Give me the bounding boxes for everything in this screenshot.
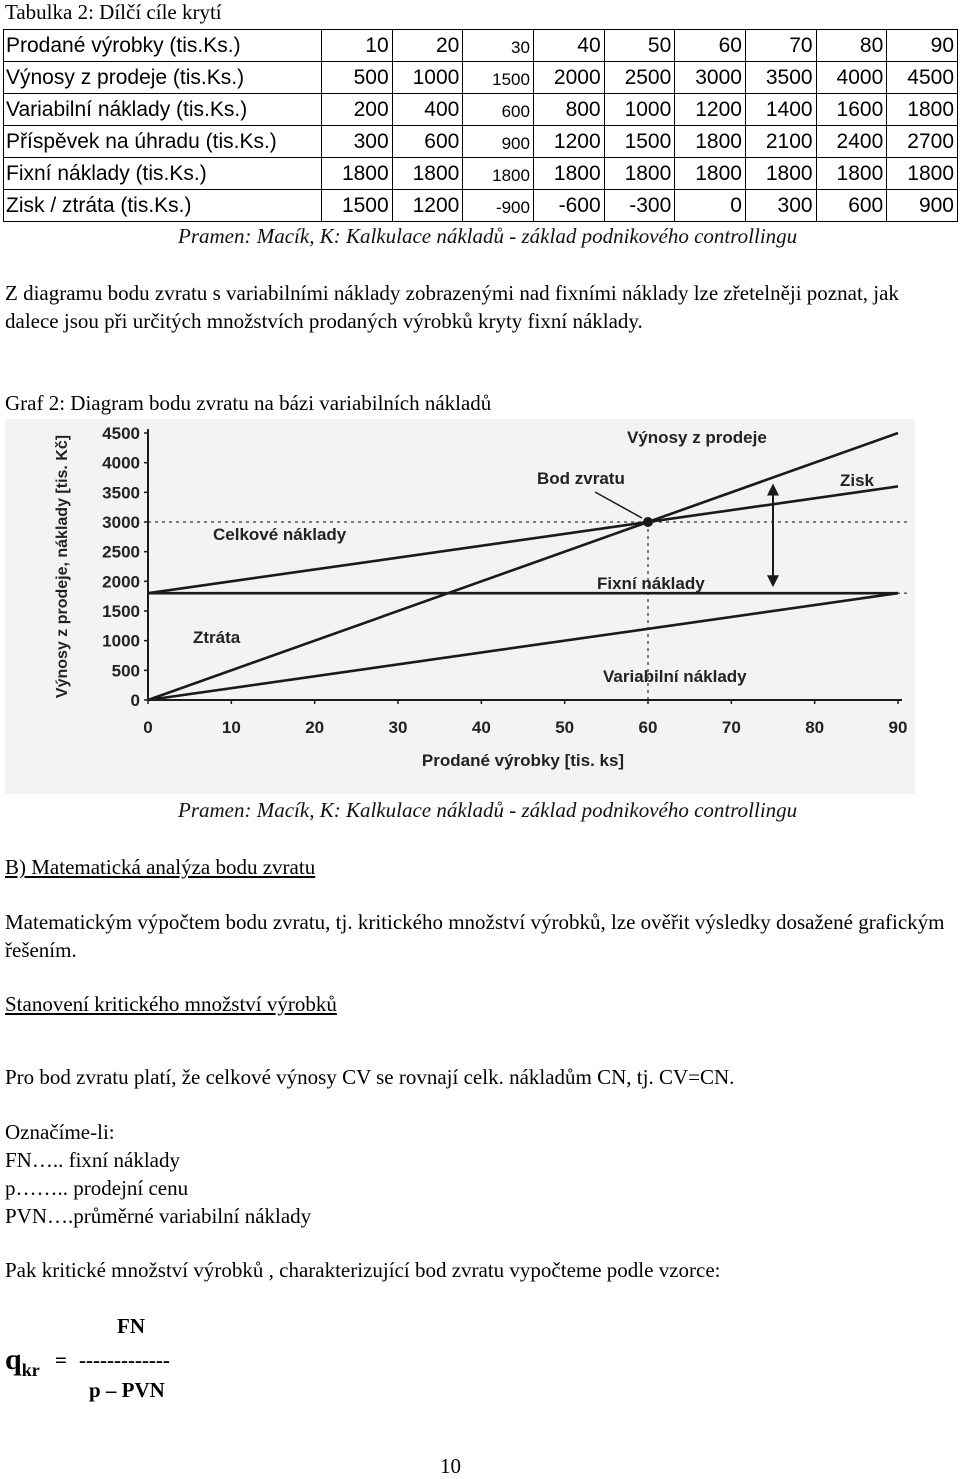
table-cell: 50 [604, 30, 675, 62]
table-cell: 1500 [463, 62, 534, 94]
table-cell: 3000 [675, 62, 746, 94]
paragraph-diagram-intro: Z diagramu bodu zvratu s variabilními náklady zobrazenými nad fixními náklady lze zřetelněji poznat, jak dalece jsou při určitých množstvích prodaných výrobků kryty fixní náklady. [5, 281, 899, 333]
table-cell: 0 [675, 190, 746, 222]
page-number: 10 [440, 1454, 461, 1478]
y-tick-label: 500 [111, 661, 140, 681]
y-tick-label: 3000 [102, 513, 140, 532]
y-axis-title: Výnosy z prodeje, náklady [tis. Kč] [54, 434, 71, 699]
table-caption: Tabulka 2: Dílčí cíle krytí [5, 0, 222, 24]
y-tick-label: 3500 [102, 483, 140, 503]
table-cell: 1800 [675, 126, 746, 158]
table-row-label: Zisk / ztráta (tis.Ks.) [4, 190, 322, 222]
table-cell: 1000 [604, 94, 675, 126]
table-cell: 1800 [463, 158, 534, 190]
table-row-label: Prodané výrobky (tis.Ks.) [4, 30, 322, 62]
table-row-label: Variabilní náklady (tis.Ks.) [4, 94, 322, 126]
x-tick-label: 90 [888, 718, 908, 737]
table-cell: 40 [533, 30, 604, 62]
table-cell: 1800 [887, 94, 958, 126]
table-cell: 1800 [816, 158, 887, 190]
y-tick-label: 1000 [102, 631, 140, 651]
table-row-label: Fixní náklady (tis.Ks.) [4, 158, 322, 190]
table-cell: 30 [463, 30, 534, 62]
table-source: Pramen: Macík, K: Kalkulace nákladů - základ podnikového controllingu [178, 224, 798, 248]
x-tick-label: 20 [305, 718, 325, 737]
formula-equals: = [55, 1348, 67, 1372]
table-row [4, 30, 958, 62]
x-tick-label: 50 [555, 718, 575, 737]
table-cell: 600 [463, 94, 534, 126]
table-cell: 2400 [816, 126, 887, 158]
table-cell: 300 [745, 190, 816, 222]
table-cell: 1200 [392, 190, 463, 222]
label-revenue: Výnosy z prodeje [627, 428, 767, 447]
table-cell: -600 [533, 190, 604, 222]
table-cell: 1800 [533, 158, 604, 190]
table-cell: 1000 [392, 62, 463, 94]
break-even-chart [5, 419, 915, 794]
table-cell: 1800 [675, 158, 746, 190]
definition-pvn: PVN….průměrné variabilní náklady [5, 1204, 312, 1228]
table-cell: 1500 [604, 126, 675, 158]
section-heading-math-analysis: B) Matematická analýza bodu zvratu [5, 855, 316, 879]
paragraph-math-analysis: Matematickým výpočtem bodu zvratu, tj. kritického množství výrobků, lze ověřit výsledky dosažené grafickým řešením. [5, 910, 945, 962]
critical-quantity-formula [5, 1310, 305, 1410]
table-cell: 1800 [604, 158, 675, 190]
definition-p: p…….. prodejní cenu [5, 1176, 189, 1200]
label-break-even: Bod zvratu [537, 469, 625, 488]
table-row-label: Příspěvek na úhradu (tis.Ks.) [4, 126, 322, 158]
table-cell: 2500 [604, 62, 675, 94]
table-cell: 600 [392, 126, 463, 158]
table-cell: 900 [887, 190, 958, 222]
table-cell: 3500 [745, 62, 816, 94]
table-cell: 1800 [322, 158, 393, 190]
table-row [4, 190, 958, 222]
table-cell: 20 [392, 30, 463, 62]
table-cell: 1800 [887, 158, 958, 190]
label-fixed-cost: Fixní náklady [597, 574, 705, 593]
x-axis-title: Prodané výrobky [tis. ks] [421, 751, 625, 770]
table-cell: 600 [816, 190, 887, 222]
table-cell: 10 [322, 30, 393, 62]
table-cell: 4000 [816, 62, 887, 94]
formula-symbol [5, 1343, 40, 1381]
table-row [4, 158, 958, 190]
x-tick-label: 80 [805, 718, 825, 737]
x-tick-label: 60 [638, 718, 658, 737]
x-tick-label: 40 [471, 718, 491, 737]
paragraph-formula-intro: Pak kritické množství výrobků , charakterizující bod zvratu vypočteme podle vzorce: [5, 1258, 721, 1282]
definition-fn: FN….. fixní náklady [5, 1148, 180, 1172]
label-variable-cost: Variabilní náklady [603, 667, 747, 686]
x-tick-label: 70 [721, 718, 741, 737]
label-loss: Ztráta [193, 628, 241, 647]
table-cell: 500 [322, 62, 393, 94]
formula-symbol-q: q [5, 1343, 22, 1376]
data-table [3, 29, 958, 222]
table-cell: 2700 [887, 126, 958, 158]
table-cell: 90 [887, 30, 958, 62]
table-row [4, 94, 958, 126]
y-tick-label: 0 [130, 691, 140, 710]
definitions-intro: Označíme-li: [5, 1120, 115, 1144]
table-cell: 1200 [675, 94, 746, 126]
table-cell: 300 [322, 126, 393, 158]
table-row-label: Výnosy z prodeje (tis.Ks.) [4, 62, 322, 94]
table-cell: 70 [745, 30, 816, 62]
y-tick-label: 2000 [102, 572, 140, 592]
graph-caption: Graf 2: Diagram bodu zvratu na bázi variabilních nákladů [5, 391, 492, 415]
table-row [4, 126, 958, 158]
table-cell: 2000 [533, 62, 604, 94]
table-row [4, 62, 958, 94]
table-cell: 1400 [745, 94, 816, 126]
x-tick-label: 0 [143, 718, 153, 737]
y-tick-label: 4000 [102, 453, 140, 473]
table-cell: 1200 [533, 126, 604, 158]
table-cell: 200 [322, 94, 393, 126]
x-tick-label: 30 [388, 718, 408, 737]
definitions-list [5, 1118, 955, 1230]
section-heading-critical-quantity: Stanovení kritického množství výrobků [5, 992, 337, 1016]
graph-source: Pramen: Macík, K: Kalkulace nákladů - základ podnikového controllingu [178, 798, 798, 822]
break-even-point [643, 517, 653, 527]
paragraph-break-even-condition: Pro bod zvratu platí, že celkové výnosy CV se rovnají celk. nákladům CN, tj. CV=CN. [5, 1065, 735, 1089]
table-cell: 2100 [745, 126, 816, 158]
table-cell: 1600 [816, 94, 887, 126]
y-tick-label: 1500 [102, 602, 140, 621]
table-cell: 900 [463, 126, 534, 158]
table-cell: 1500 [322, 190, 393, 222]
table-cell: 1800 [392, 158, 463, 190]
formula-denominator: p – PVN [89, 1378, 165, 1402]
table-cell: 800 [533, 94, 604, 126]
table-cell: 4500 [887, 62, 958, 94]
formula-subscript: kr [21, 1360, 40, 1380]
x-tick-label: 10 [221, 718, 241, 737]
formula-numerator: FN [117, 1314, 145, 1338]
table-cell: -300 [604, 190, 675, 222]
label-profit: Zisk [840, 471, 875, 490]
table-cell: -900 [463, 190, 534, 222]
y-tick-label: 2500 [102, 542, 140, 562]
table-cell: 60 [675, 30, 746, 62]
y-tick-label: 4500 [102, 424, 140, 443]
table-cell: 1800 [745, 158, 816, 190]
formula-fraction-line: ------------- [79, 1348, 170, 1372]
table-cell: 80 [816, 30, 887, 62]
table-cell: 400 [392, 94, 463, 126]
label-total-cost: Celkové náklady [213, 525, 347, 544]
